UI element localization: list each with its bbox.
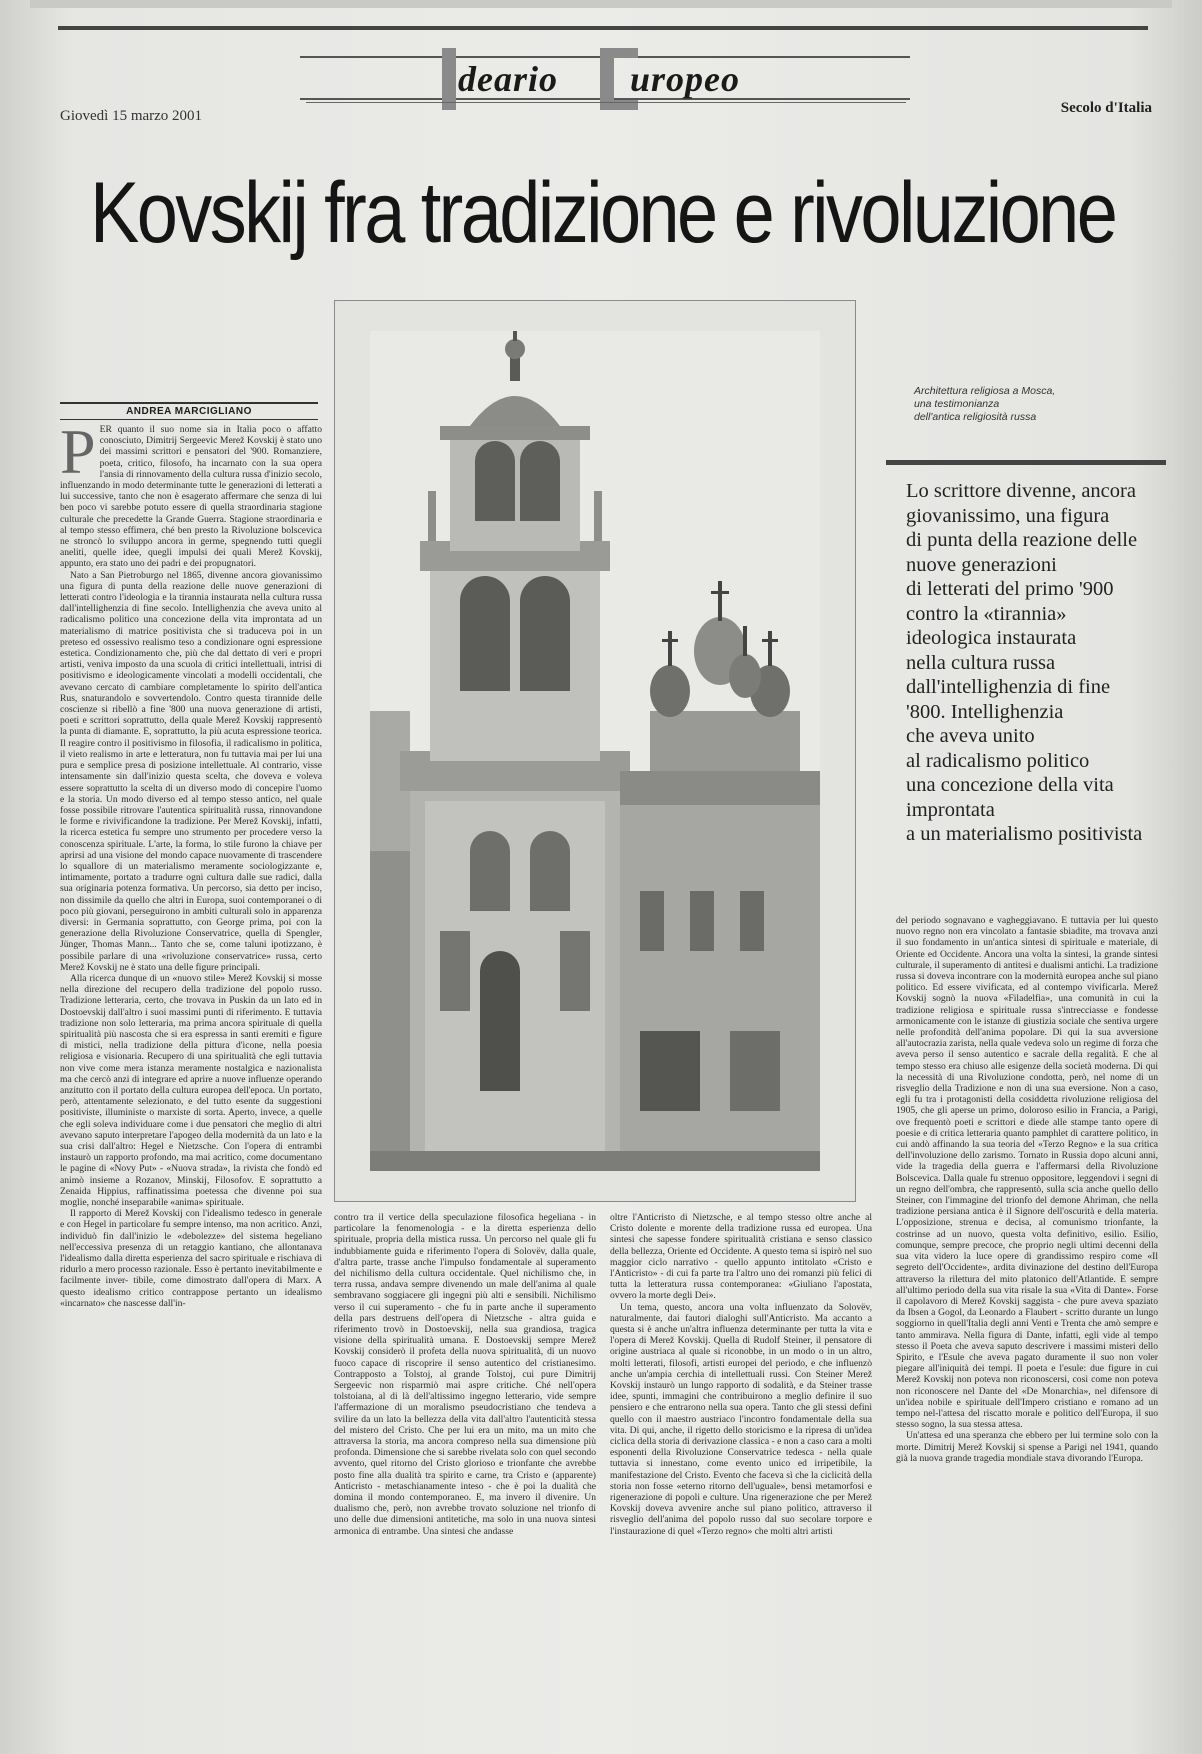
column-3-paragraph: Un tema, questo, ancora una volta influenzato da Solovëv, naturalmente, dai fautori dialoghi sull'Anticristo. Ma accanto a questa si è anche un'altra influenza determinante per tutta la vita e l'opera di Merež Kovskij. Quella di Rudolf Steiner, il pensatore di origine austriaca al quale si riconobbe, in un modo o in un altro, molti letterati, filosofi, artisti europei del periodo, e che influenzò anche un'ampia cerchia di intellettuali russi. Con Steiner Merež Kovskij instaurò un lungo rapporto di sodalità, e da Steiner trasse idee, spunti, immagini che contribuirono a meglio definire il suo pensiero e che entrarono nella sua opera. Tanto che gli stessi definì quello con il maestro austriaco l'incontro fondamentale della sua vita. Di qui, anche, il rigetto dello storicismo e la ripresa di un'idea ciclica della storia di derivazione classica - e non a caso cara a molti esponenti della Rivoluzione Conservatrice tedesca - nella quale tuttavia si innestano, come evento unico ed irripetibile, la manifestazione del Cristo. Evento che faceva sì che la ciclicità della storia non fosse «eterno ritorno dell'uguale», bensì metamorfosi e rigenerazione di popoli e culture. Una rigenerazione che per Merež Kovskij doveva avvenire anche sul piano politico, attraverso il risveglio dell'anima del popolo russo dal suo secolare torpore e l'instaurazione di quel «Terzo regno» che molti altri artisti	[610, 1301, 872, 1537]
section-masthead	[300, 48, 910, 104]
pull-quote-line: di letterati del primo '900	[906, 578, 1114, 600]
masthead-initial-e	[600, 48, 626, 110]
column-4-paragraph: del periodo sognavano e vagheggiavano. E tuttavia per lui questo nuovo regno non era vincolato a fantasie sbiadite, ma trovava anzi il suo fondamento in un'antica sintesi di spirituale e materiale, di Oriente ed Occidente. Ancora una volta la sintesi, la grande sintesi culturale, il superamento di antitesi e dualismi antichi. La tradizione russa si doveva incontrare con la modernità europea anche sul piano politico. Ed essere vivificata, ed al contempo vivificarla. Merež Kovskij sognò la nuova «Filadelfia», una comunità in cui la tradizione religiosa e spirituale russa s'intrecciasse e fondesse armonicamente con le istanze di giustizia sociale che sentiva urgere nelle profondità dell'anima popolare. Di qui la sua avversione all'autocrazia zarista, nella quale vedeva solo un regime di forza che aveva perso il senso autentico e sacrale della regalità. E che al tempo stesso era chiuso alle esigenze della società moderna. Di qui la necessità di una Rivoluzione condotta, però, nel nome di un risveglio della Tradizione e non di una sua eversione. Non a caso, egli fu tra i protagonisti della cosiddetta rivoluzione religiosa del 1905, che gli aperse un primo, doloroso esilio in Francia, a Parigi, ove frequentò poeti e scrittori e diede alle stampe tanto opere di poesie e di critica letteraria quanto pamphlet di carattere politico, in cui andò affinando la sua teoria del «Terzo Regno» e la sua critica dell'involuzione dello zarismo. Tornato in Russia dopo alcuni anni, vide la tragedia della guerra e l'affermarsi della Rivoluzione Bolscevica. Dalla quale fu strenuo oppositore, leggendovi i segni di un regno dell'ombra, che rappresentò, sulla scia anche quello dello Steiner, con l'immagine del trionfo del demone Ahriman, che nella tradizione persiana antica è il Signore dell'oscurità e della materia. L'opposizione, strenua e decisa, al comunismo trionfante, la costrinse ad un nuovo, questa volta definitivo, esilio. Esilio, comunque, sempre precoce, che proprio negli ultimi decenni della sua vita videro la luce opere di grandissimo respiro come «Il segreto dell'Occidente», ardita divinazione del destino dell'Europa attraverso la rilettura del mito platonico dell'Atlantide. E sempre all'ultimo periodo della sua vita risale la sua «Vita di Dante». Forse il capolavoro di Merež Kovskij saggista - che pure aveva spaziato da Ibsen a Gogol, da Leonardo a Flaubert - scritto durante un lungo soggiorno in quell'Italia degli anni Venti e Trenta che amò sempre e tanto ammirava. Nella figura di Dante, infatti, egli vide al tempo stesso il Poeta che aveva saputo descrivere i massimi misteri dello Spirito, e l'Esule che aveva pagato duramente il suo non voler piegare all'iniquità dei tempi. Il poeta e l'esule: due figure in cui Merež Kovskij non poteva non riconoscersi, così come non poteva non riconoscere nel Dante del «De Monarchia», nel difensore di un'idea nobile e spirituale dell'Impero cristiano e romano ad un tempo nel-l'attesa del riscatto morale e politico dell'Europa, il suo stesso sogno, la sua stessa attesa.	[896, 915, 1158, 1431]
pull-quote	[886, 460, 1166, 895]
masthead-underline	[306, 102, 906, 103]
pull-quote-line: di punta della reazione delle	[906, 529, 1138, 551]
pull-quote-line: a un materialismo positivista	[906, 823, 1143, 845]
pull-quote-line: '800. Intellighenzia	[906, 700, 1064, 723]
pull-quote-line: al radicalismo politico	[906, 749, 1090, 772]
article-headline: Kovskij fra tradizione e rivoluzione	[90, 165, 1116, 261]
column-1-paragraph: Nato a San Pietroburgo nel 1865, divenne ancora giovanissimo una figura di punta della reazione delle nuove generazioni di letterati contro l'ideologia e la tirannia instaurata nella cultura russa dall'intellighenzia di fine secolo. Intellighenzia che aveva unito al radicalismo politico una concezione della vita improntata ad un materialismo di matrice positivista che si traduceva poi in un preteso ed ossessivo realismo teso a condizionare ogni espressione estetica. Condizionamento che, più che dal dettato di veri e propri artisti, veniva imposto da una scuola di critici intellettuali, intrisi di positivismo e ideologicamente vincolati a modelli occidentali, che avevano cercato di cambiare completamente lo spirito dell'antica Rus, snaturandolo e sovvertendolo. Contro questa tirannide delle coscienze si ribellò a fine '800 una nuova generazione di artisti, poeti e scrittori soprattutto, della quale Merež Kovskij rappresentò la punta di diamante. E, soprattutto, la più acuta espressione teorica. Il reagire contro il positivismo in filosofia, il radicalismo in politica, il vieto realismo in arte e letteratura, non fu tuttavia mai per lui una pura e semplice presa di posizione intellettuale. Al contrario, visse intensamente sin dall'inizio questa scelta, che doveva e voleva essere soprattutto la scelta di un diverso modo di concepire l'uomo e la storia. Un modo diverso ed al tempo stesso antico, nel quale fosse possibile ritrovare l'autentica spiritualità russa, rinnovandone le forme e rivivificandone la tradizione. Per Merež Kovskij, infatti, la ricerca estetica fu sempre uno strumento per procedere verso la conoscenza spirituale. L'arte, la forma, lo stile furono la chiave per aprirsi ad una visione del mondo capace nuovamente di trascendere lo squallore di un materialismo meramente sociologizzante e, intimamente, portato a tradurre ogni cultura dalle sue radici, dalla sua originaria potenza formativa. Un percorso, sia detto per inciso, non dissimile da quello che altri in Europa, suoi contemporanei o di poco più giovani, perseguirono in ambiti culturali solo in apparenza diversi: in Germania soprattutto, con George prima, poi con la generazione della Rivoluzione Conservatrice, quella di Spengler, Jünger, Thomas Mann... Tanto che se, come taluni ipotizzano, è possibile parlare di una «rivoluzione conservatrice» russa, certo Merež Kovskij ne è stato una delle figure principali.	[60, 569, 322, 973]
pull-quote-line: che aveva unito	[906, 725, 1035, 747]
column-1-paragraph: Il rapporto di Merež Kovskij con l'idealismo tedesco in generale e con Hegel in particolare fu sempre intenso, ma non acritico. Anzi, individuò fin dall'inizio le «debolezze» del sistema hegeliano nell'eccessiva presenza di un retaggio kantiano, che allontanava l'idealismo dalla diretta esperienza del sacro spirituale e rischiava di ridurlo a mero processo razionale. Esso è pertanto inevitabilmente e facilmente inver- tibile, come dimostrato dall'opera di Marx. A questo idealismo critico contrappose pertanto un idealismo «incarnato» che nascesse dall'in-	[60, 1208, 322, 1309]
column-3-paragraph: oltre l'Anticristo di Nietzsche, e al tempo stesso oltre anche al Cristo dolente e morente della tradizione russa ed europea. Una sintesi che sapesse fondere spiritualità cristiana e senso classico della bellezza, Oriente ed Occidente. A questo tema si ispirò nel suo maggior ciclo narrativo - quello appunto intitolato «Cristo e l'Anticristo» - di cui fa parte tra l'altro uno dei romanzi più felici di tutta la letteratura russa contemporanea: «Giuliano l'apostata, ovvero la morte degli Dei».	[610, 1212, 872, 1302]
column-4	[896, 915, 1158, 1732]
caption-line: una testimonianza	[914, 398, 1000, 410]
church-illustration	[370, 331, 820, 1171]
masthead-word-1: deario	[458, 59, 558, 99]
column-4-paragraph: Un'attesa ed una speranza che ebbero per lui termine solo con la morte. Dimitrij Merež Kovskij si spense a Parigi nel 1941, quando già la nuova grande tragedia mondiale stava divorando l'Europa.	[896, 1430, 1158, 1464]
caption-line: Architettura religiosa a Mosca,	[914, 385, 1056, 397]
column-1-paragraph: Alla ricerca dunque di un «nuovo stile» Merež Kovskij si mosse nella direzione del recupero della tradizione del popolo russo. Tradizione letteraria, certo, che trovava in Puskin da un lato ed in Dostoevskij dall'altro i suoi massimi punti di riferimento. E tuttavia tradizione non solo letteraria, ma prima ancora spirituale di quella spiritualità più nascosta che si era espressa in santi eremiti e figure di mistici, nella tradizione della pittura d'icone, nella poesia religiosa e visionaria. Recupero di una spiritualità che egli tuttavia non vive come mera istanza meramente nostalgica e nazionalista ma che cercò anzi di integrare ed aprire a nuove influenze operando anzitutto con il portato della cultura europea dell'epoca. Un portato, però, attentamente selezionato, e del tutto esente da suggestioni positiviste, illuministe o marxiste di sorta. Aperto, invece, a quelle che egli soleva individuare come i due pensatori che meglio di altri avevano saputo interpretare l'apogeo della modernità da un lato e la sua crisi dall'altro: Hegel e Nietzsche. Con l'opera di entrambi instaurò un rapporto profondo, ma mai acritico, come documentano le pagine di «Novy Put» - «Nuova strada», la rivista che fondò ed animò insieme a Rozanov, Minskij, Filosofov. E soprattutto a Zenaida Hippius, raffinatissima poetessa che divenne poi sua moglie, nonché inseparabile «anima» spirituale.	[60, 972, 322, 1209]
pull-quote-line: una concezione della vita	[906, 774, 1114, 796]
newspaper-name: Secolo d'Italia	[1060, 100, 1152, 116]
column-2	[334, 1212, 596, 1732]
column-3	[610, 1212, 872, 1732]
column-2-paragraph: contro tra il vertice della speculazione filosofica hegeliana - in particolare la fenomenologia - e la diretta esperienza dello spirituale, propria della mistica russa. Un percorso nel quale gli fu indubbiamente guida e riferimento l'opera di Solovëv, dalla quale, d'altra parte, trasse anche l'impulso fondamentale al superamento del nichilismo della cultura occidentale. Quel nichilismo che, in terra russa, andava sempre divenendo un male dell'anima al quale sembravano soggiacere gli ingegni più alti e sensibili. Nichilismo verso il cui superamento - che fu in parte anche il superamento della pars destruens dell'opera di Nietzsche - altra guida e riferimento trovò in Dostoevskij, nella sua grandiosa, tragica visione della spiritualità umana. E Dostoevskij sempre Merež Kovskij considerò il profeta della nuova spiritualità, di un nuovo fuoco capace di riscoprire il senso autentico del cristianesimo. Contrapposto a Tolstoj, al grande Tolstoj, cui pure Dimitrij Sergeevic non risparmiò mai aspre critiche. Ché nell'opera tolstoiana, al di là dell'altissimo ingegno letterario, vide sempre l'affermazione di un moralismo pseudocristiano che tendeva a svilire da un lato la bellezza della vita dall'altro l'autenticità stessa del mistero del Cristo. Che per lui era un mito, ma un mito che attraversa la storia, ma ancora compreso nella sua dimensione più profonda. Dimensione che si sarebbe rivelata solo con quel secondo avvento, quel ritorno del Cristo glorioso e trionfante che avrebbe posto fine alla dualità tra spirito e carne, tra Cristo e (apparente) Anticristo - metaschianamente inteso - che è poi la dualità che domina il mondo contemporaneo. E, ma invero il divenire. Un dualismo che, però, non avrebbe trovato soluzione nel trionfo di uno delle due dimensioni antitetiche, ma solo in una nuova sintesi armonica di entrambe. Una sintesi che andasse	[334, 1212, 596, 1537]
column-1-paragraph	[60, 424, 322, 570]
byline: ANDREA MARCIGLIANO	[60, 402, 318, 420]
pull-quote-line: dall'intellighenzia di fine	[906, 676, 1111, 698]
pull-quote-line: ideologica instaurata	[906, 627, 1077, 649]
masthead-word-2: uropeo	[630, 59, 741, 99]
photo-caption	[914, 385, 1114, 424]
issue-date: Giovedì 15 marzo 2001	[60, 108, 203, 124]
pull-quote-line: improntata	[906, 798, 995, 821]
top-rule	[58, 26, 1148, 30]
pull-quote-line: contro la «tirannia»	[906, 602, 1067, 625]
pull-quote-line: nuove generazioni	[906, 553, 1057, 576]
pull-quote-line: nella cultura russa	[906, 651, 1056, 674]
church-photo	[334, 300, 856, 1202]
masthead-initial-i	[442, 48, 456, 110]
drop-cap: P	[60, 424, 96, 487]
caption-line: dell'antica religiosità russa	[914, 411, 1037, 423]
column-1-text: ER quanto il suo nome sia in Italia poco o affatto conosciuto, Dimitrij Sergeevic Merež Kovskij è stato uno dei massimi scrittori e pensatori del '900. Romanziere, poeta, critico, filosofo, ha incarnato con la sua opera l'ansia di rinnovamento della cultura russa d'inizio secolo, influenzando in modo determinante tutte le generazioni di letterati a lui successive, tanto che non è esagerato affermare che senza di lui ben poco vi sarebbe potuto essere di quella straordinaria stagione culturale che precedette la Grande Guerra. Stagione straordinaria e al tempo stesso effimera, ché ben presto la Rivoluzione bolscevica ne stroncò lo sviluppo ancora in germe, spegnendo tutti quegli aneliti, quelle idee, quegli impulsi dei quali Merež Kovskij, appunto, era stato uno dei padri e dei propugnatori.	[60, 424, 322, 570]
pull-quote-line: giovanissimo, una figura	[906, 504, 1110, 527]
column-1	[60, 424, 322, 1732]
pull-quote-line: Lo scrittore divenne, ancora	[906, 480, 1136, 502]
